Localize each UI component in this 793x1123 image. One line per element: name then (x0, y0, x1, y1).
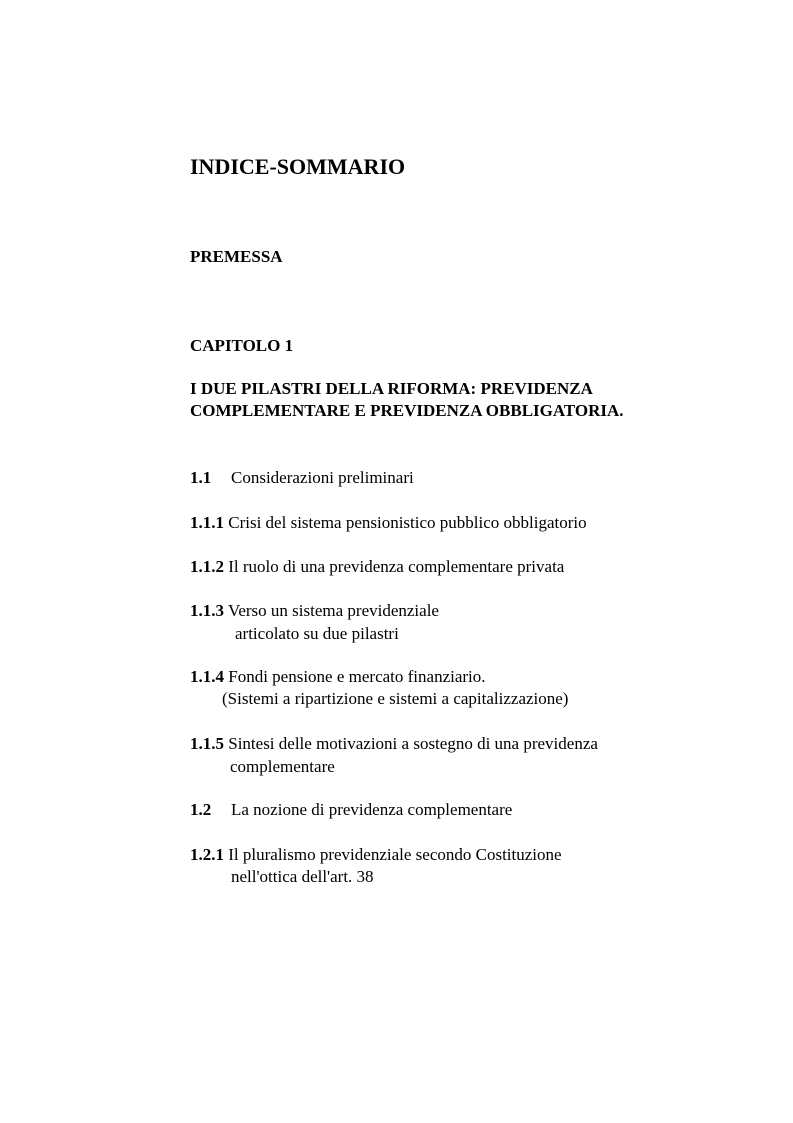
toc-entry-number: 1.1.1 (190, 513, 224, 532)
toc-entry-number: 1.1.3 (190, 601, 224, 620)
toc-entry-text: Il pluralismo previdenziale secondo Costituzione (228, 845, 562, 864)
toc-entry-text: Considerazioni preliminari (231, 468, 414, 487)
toc-entry-number: 1.2 (190, 800, 212, 819)
toc-entry-1-1-1 (190, 514, 587, 531)
page-title: INDICE-SOMMARIO (190, 154, 406, 179)
toc-entry-text: La nozione di previdenza complementare (231, 800, 513, 819)
toc-entry-1-2-1 (190, 846, 562, 863)
toc-entry-number: 1.2.1 (190, 845, 224, 864)
toc-entry-1-1-3 (190, 602, 439, 619)
toc-entry-text-continued: nell'ottica dell'art. 38 (231, 867, 374, 886)
toc-entry-1-1 (190, 469, 211, 486)
toc-entry-text-continued: (Sistemi a ripartizione e sistemi a capitalizzazione) (222, 689, 569, 708)
toc-entry-text: Sintesi delle motivazioni a sostegno di una previdenza (228, 734, 598, 753)
toc-entry-text: Verso un sistema previdenziale (227, 601, 439, 620)
toc-entry-1-1-5 (190, 735, 598, 752)
toc-entry-number: 1.1 (190, 468, 212, 487)
toc-entry-text-continued: articolato su due pilastri (235, 624, 399, 643)
chapter-title-line-1: I DUE PILASTRI DELLA RIFORMA: PREVIDENZA (190, 379, 593, 398)
toc-entry-1-2 (190, 801, 211, 818)
toc-entry-number: 1.1.4 (190, 667, 224, 686)
toc-entry-text: Fondi pensione e mercato finanziario. (228, 667, 486, 686)
chapter-title-line-2: COMPLEMENTARE E PREVIDENZA OBBLIGATORIA. (190, 401, 624, 420)
toc-entry-number: 1.1.2 (190, 557, 224, 576)
chapter-label: CAPITOLO 1 (190, 336, 294, 355)
toc-entry-number: 1.1.5 (190, 734, 224, 753)
toc-entry-1-1-4 (190, 668, 486, 685)
toc-entry-text: Il ruolo di una previdenza complementare privata (228, 557, 565, 576)
premessa-heading: PREMESSA (190, 247, 283, 266)
toc-entry-text: Crisi del sistema pensionistico pubblico obbligatorio (228, 513, 587, 532)
toc-entry-text-continued: complementare (230, 757, 335, 776)
toc-entry-1-1-2 (190, 558, 564, 575)
